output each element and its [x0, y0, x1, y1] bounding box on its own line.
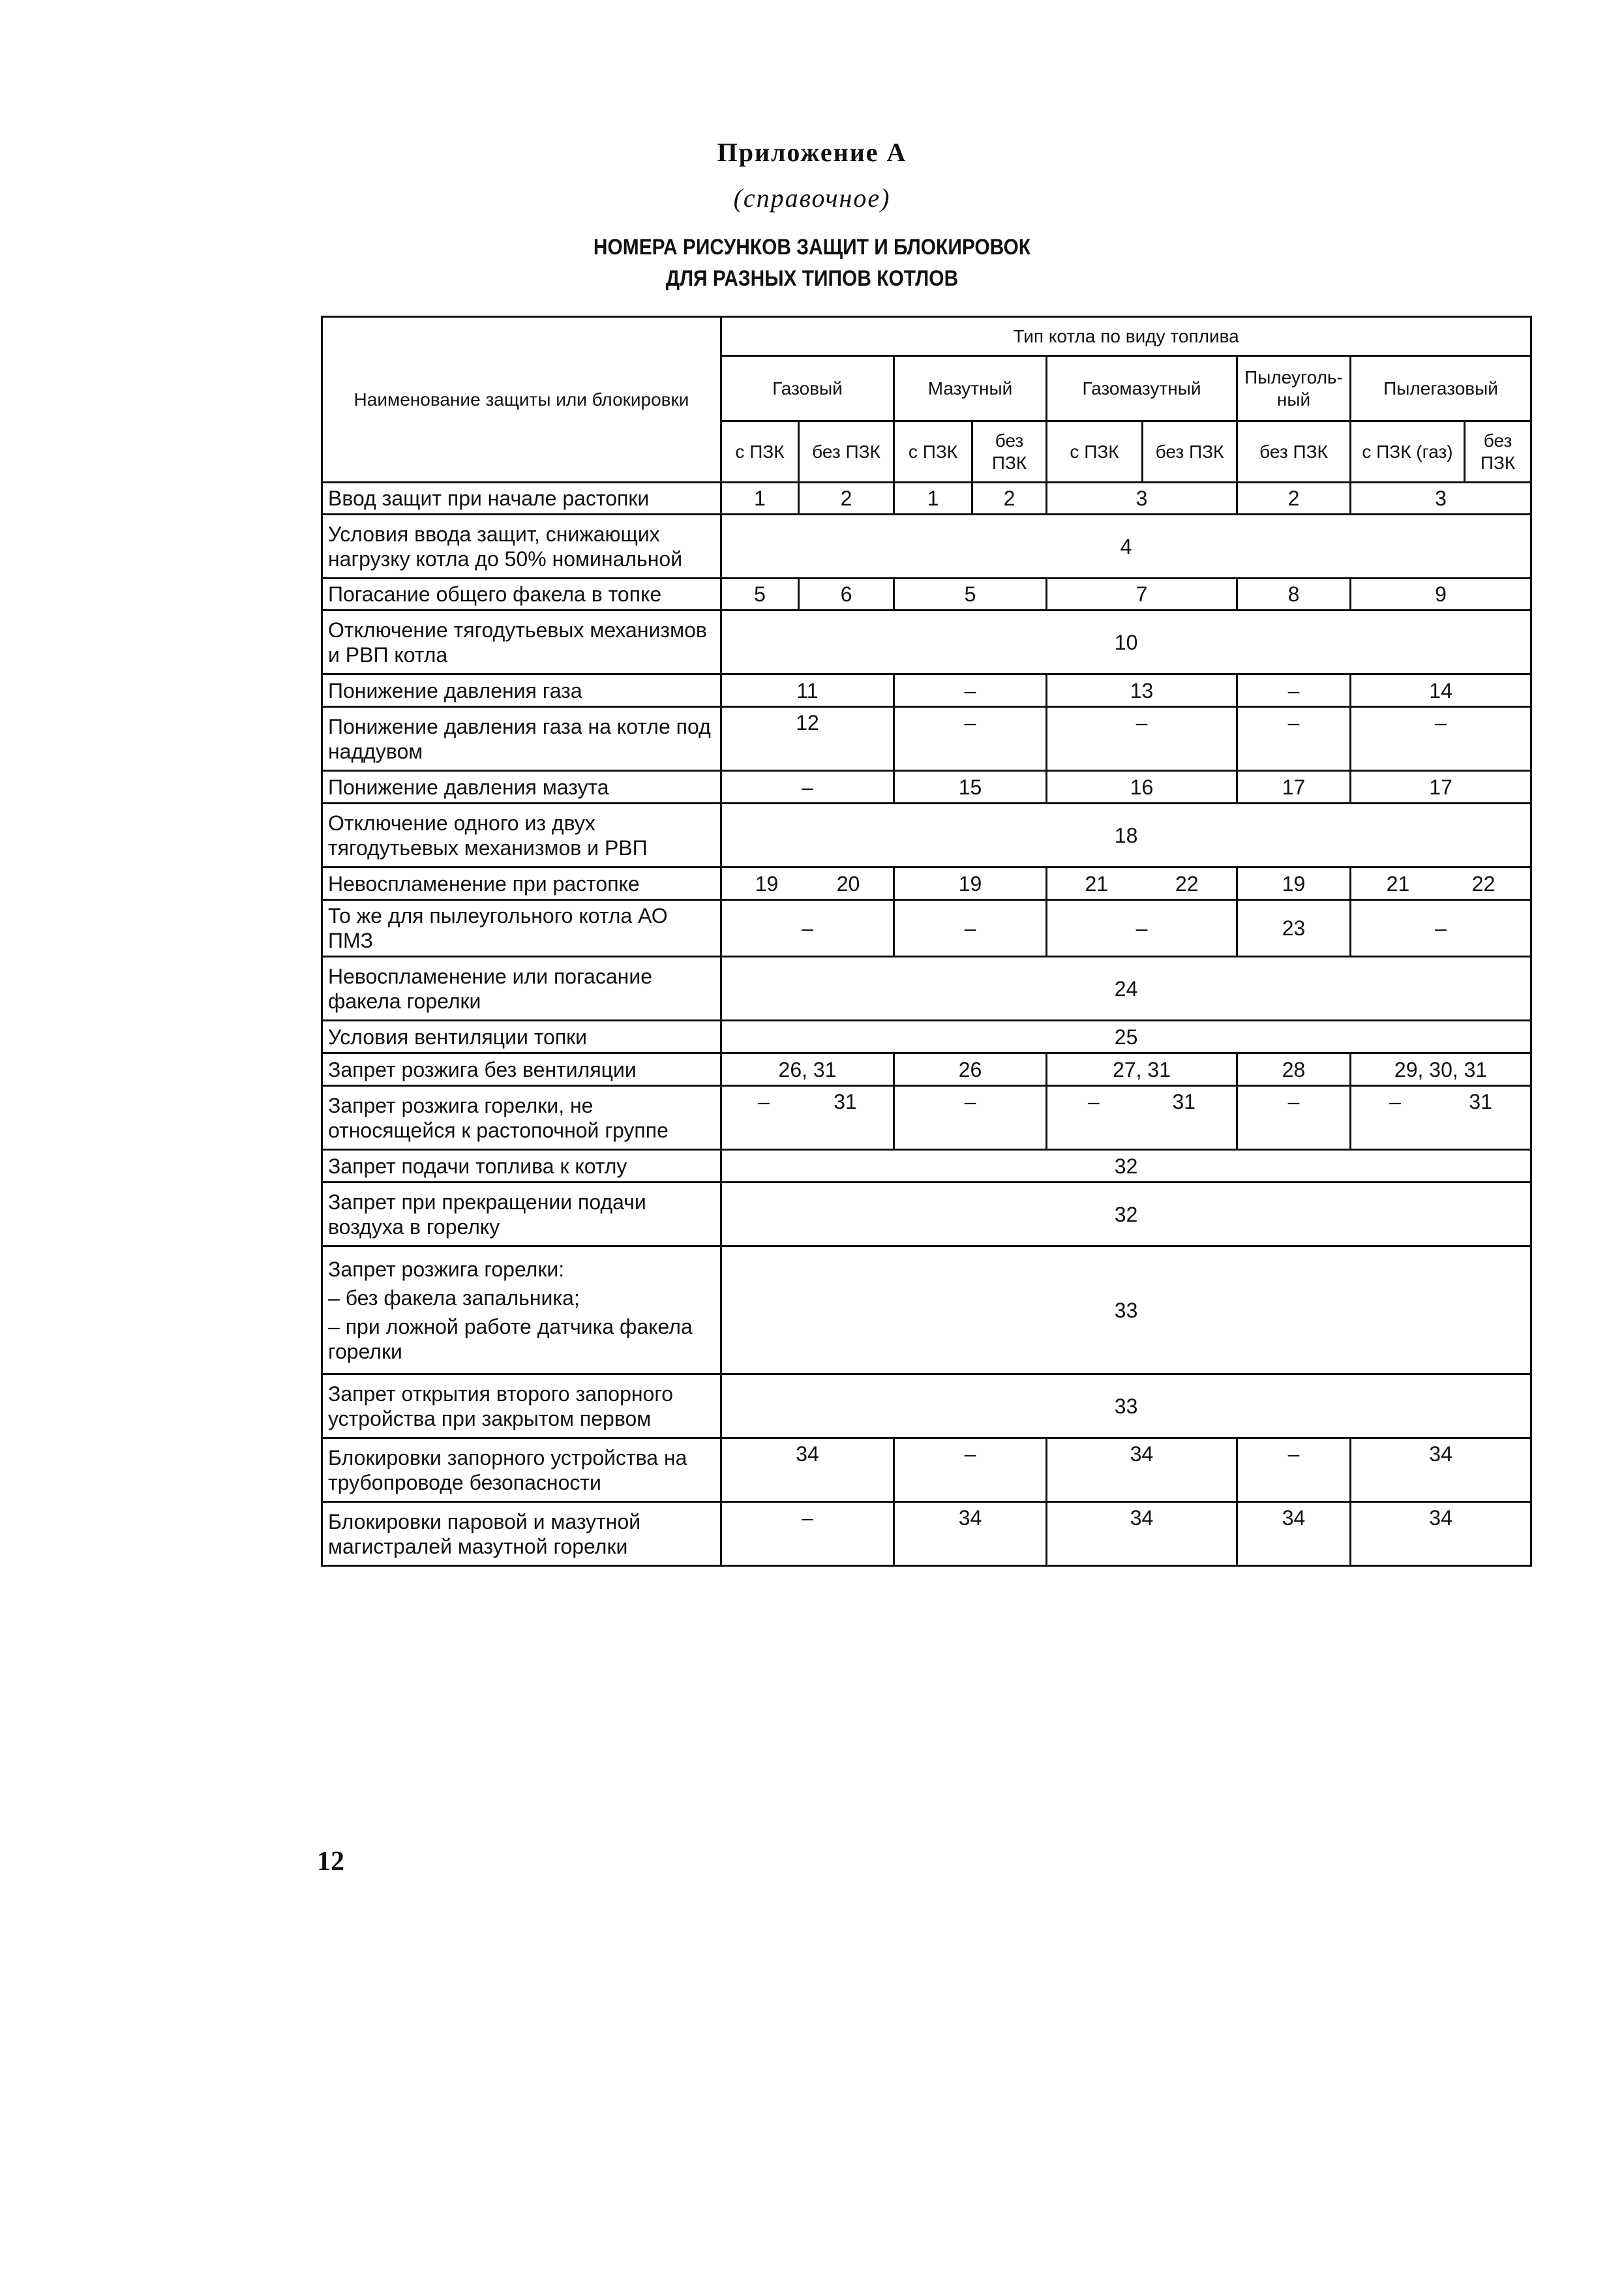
row-label: Ввод защит при начале растопки	[322, 483, 721, 515]
cell-value: 20	[836, 871, 860, 896]
table-cell: –	[894, 900, 1047, 957]
table-cell: –	[894, 1086, 1047, 1150]
table-cell: 3	[1351, 483, 1531, 515]
subheader-coal-without-pzk: без ПЗК	[1237, 421, 1351, 483]
subheader-gas-without-pzk: без ПЗК	[799, 421, 894, 483]
table-row	[322, 1053, 1531, 1086]
table-row	[322, 1150, 1531, 1183]
heading-line-2: ДЛЯ РАЗНЫХ ТИПОВ КОТЛОВ	[665, 266, 959, 291]
table-row	[322, 1246, 1531, 1374]
cell-value: 31	[1172, 1090, 1196, 1113]
cell-value: 19	[755, 871, 779, 896]
table-cell: 15	[894, 771, 1047, 804]
table-cell: –	[721, 900, 894, 957]
table-cell: –	[1237, 1086, 1351, 1150]
heading-line-1: НОМЕРА РИСУНКОВ ЗАЩИТ И БЛОКИРОВОК	[593, 235, 1031, 260]
appendix-title: Приложение А	[717, 138, 907, 167]
table-cell: 3	[1047, 483, 1237, 515]
row-label: Условия ввода защит, снижающих нагрузку котла до 50% номинальной	[322, 515, 721, 579]
split-values	[1355, 871, 1526, 896]
cell-value: 21	[1085, 871, 1109, 896]
row-label: Запрет открытия второго запорного устройства при закрытом первом	[322, 1374, 721, 1438]
table-cell: 2	[799, 483, 894, 515]
table-row	[322, 611, 1531, 674]
table-cell	[1351, 1086, 1531, 1150]
row-label: Запрет подачи топлива к котлу	[322, 1150, 721, 1183]
row-label-line: – без факела запальника;	[328, 1286, 580, 1310]
row-label: Понижение давления газа на котле под наддувом	[322, 707, 721, 771]
table-cell: 34	[721, 1438, 894, 1502]
cell-value: –	[1389, 1090, 1401, 1113]
table-cell: 25	[721, 1021, 1531, 1053]
table-cell: 34	[1047, 1502, 1237, 1566]
row-label: Запрет розжига горелки, не относящейся к растопочной группе	[322, 1086, 721, 1150]
cell-value: 31	[1469, 1090, 1492, 1113]
table-row	[322, 1086, 1531, 1150]
split-values	[1051, 1089, 1232, 1114]
table-cell	[721, 1086, 894, 1150]
table-cell: –	[721, 1502, 894, 1566]
table-cell: 9	[1351, 579, 1531, 611]
subheader-gasoil-with-pzk: с ПЗК	[1047, 421, 1143, 483]
table-cell: 2	[972, 483, 1047, 515]
cell-value: 21	[1386, 871, 1410, 896]
table-cell: 24	[721, 957, 1531, 1021]
table-cell: 4	[721, 515, 1531, 579]
document-heading	[0, 232, 1624, 294]
table-row	[322, 1021, 1531, 1053]
cell-value: 22	[1175, 871, 1199, 896]
table-cell: 19	[894, 867, 1047, 900]
table-cell: 13	[1047, 674, 1237, 707]
table-cell	[1047, 867, 1237, 900]
table-cell: –	[1237, 1438, 1351, 1502]
table-cell: 34	[1237, 1502, 1351, 1566]
appendix-subtitle: (справочное)	[733, 183, 891, 213]
row-label: Невоспламенение при растопке	[322, 867, 721, 900]
cell-value: 22	[1471, 871, 1496, 896]
table-cell: 14	[1351, 674, 1531, 707]
table-row	[322, 957, 1531, 1021]
split-values	[1355, 1089, 1526, 1114]
table-cell: 1	[894, 483, 972, 515]
table-row	[322, 1374, 1531, 1438]
table-cell: 34	[894, 1502, 1047, 1566]
table-cell: –	[721, 771, 894, 804]
table-cell: 17	[1351, 771, 1531, 804]
table-cell: 10	[721, 611, 1531, 674]
table-cell: –	[1237, 707, 1351, 771]
row-label-line: Запрет розжига горелки:	[328, 1257, 565, 1281]
row-label: Понижение давления газа	[322, 674, 721, 707]
table-cell: 28	[1237, 1053, 1351, 1086]
table-cell: 27, 31	[1047, 1053, 1237, 1086]
row-label	[322, 1246, 721, 1374]
row-label: Условия вентиляции топки	[322, 1021, 721, 1053]
table-cell: 34	[1351, 1438, 1531, 1502]
name-column-header: Наименование защиты или блокировки	[322, 317, 721, 483]
table-cell: 34	[1047, 1438, 1237, 1502]
subheader-gasoil-without-pzk: без ПЗК	[1143, 421, 1237, 483]
split-values	[726, 871, 889, 896]
row-label: Блокировки запорного устройства на трубопроводе безопасности	[322, 1438, 721, 1502]
table-cell: –	[1351, 707, 1531, 771]
subheader-gas-with-pzk: с ПЗК	[721, 421, 799, 483]
table-cell: –	[894, 1438, 1047, 1502]
table-cell: 33	[721, 1374, 1531, 1438]
type-header-pulverized-coal: Пылеуголь-ный	[1237, 356, 1351, 421]
table-cell: 11	[721, 674, 894, 707]
row-label: Невоспламенение или погасание факела горелки	[322, 957, 721, 1021]
table-row	[322, 1438, 1531, 1502]
row-label-line: – при ложной работе датчика факела горелки	[328, 1314, 693, 1363]
table-row	[322, 579, 1531, 611]
boiler-type-group-header: Тип котла по виду топлива	[721, 317, 1531, 356]
type-header-gas-fuel-oil: Газомазутный	[1047, 356, 1237, 421]
table-cell: 32	[721, 1183, 1531, 1246]
table-cell: –	[1237, 674, 1351, 707]
table-cell: 26	[894, 1053, 1047, 1086]
type-header-gas: Газовый	[721, 356, 894, 421]
row-label: Понижение давления мазута	[322, 771, 721, 804]
row-label: Отключение тягодутьевых механизмов и РВП котла	[322, 611, 721, 674]
table-cell: –	[894, 674, 1047, 707]
table-row	[322, 900, 1531, 957]
table-cell: 16	[1047, 771, 1237, 804]
table-cell: 8	[1237, 579, 1351, 611]
table-cell	[1351, 867, 1531, 900]
table-row	[322, 1502, 1531, 1566]
subheader-pgas-without-pzk: без ПЗК	[1465, 421, 1531, 483]
row-label: Запрет при прекращении подачи воздуха в горелку	[322, 1183, 721, 1246]
table-cell: 23	[1237, 900, 1351, 957]
cell-value: –	[1087, 1090, 1100, 1113]
table-cell: 12	[721, 707, 894, 771]
table-row	[322, 804, 1531, 867]
table-cell: 5	[894, 579, 1047, 611]
cell-value: 31	[834, 1090, 857, 1113]
table-cell: 7	[1047, 579, 1237, 611]
row-label: То же для пылеугольного котла АО ПМЗ	[322, 900, 721, 957]
protection-figures-table	[321, 316, 1532, 1567]
table-cell: 34	[1351, 1502, 1531, 1566]
table-cell: 6	[799, 579, 894, 611]
table-row	[322, 515, 1531, 579]
table-row	[322, 1183, 1531, 1246]
table-cell	[721, 867, 894, 900]
table-cell	[1047, 1086, 1237, 1150]
table-row	[322, 483, 1531, 515]
row-label: Запрет розжига без вентиляции	[322, 1053, 721, 1086]
table-cell: –	[894, 707, 1047, 771]
table-cell: 18	[721, 804, 1531, 867]
row-label: Блокировки паровой и мазутной магистралей мазутной горелки	[322, 1502, 721, 1566]
split-values	[726, 1089, 889, 1114]
table-cell: 33	[721, 1246, 1531, 1374]
cell-value: –	[758, 1090, 770, 1113]
table-cell: –	[1047, 707, 1237, 771]
split-values	[1051, 871, 1232, 896]
table-cell: 26, 31	[721, 1053, 894, 1086]
table-cell: 19	[1237, 867, 1351, 900]
table-row	[322, 707, 1531, 771]
table-cell: –	[1047, 900, 1237, 957]
table-cell: 2	[1237, 483, 1351, 515]
table-cell: 32	[721, 1150, 1531, 1183]
subheader-pgas-with-pzk: с ПЗК (газ)	[1351, 421, 1465, 483]
page-number: 12	[317, 1847, 344, 1877]
table-cell: –	[1351, 900, 1531, 957]
subheader-oil-with-pzk: с ПЗК	[894, 421, 972, 483]
table-cell: 17	[1237, 771, 1351, 804]
type-header-pulverized-gas: Пылегазовый	[1351, 356, 1531, 421]
row-label: Погасание общего факела в топке	[322, 579, 721, 611]
table-cell: 5	[721, 579, 799, 611]
row-label: Отключение одного из двух тягодутьевых механизмов и РВП	[322, 804, 721, 867]
table-cell: 29, 30, 31	[1351, 1053, 1531, 1086]
table-cell: 1	[721, 483, 799, 515]
subheader-oil-without-pzk: без ПЗК	[972, 421, 1047, 483]
type-header-fuel-oil: Мазутный	[894, 356, 1047, 421]
table-row	[322, 771, 1531, 804]
table-row	[322, 867, 1531, 900]
table-row	[322, 674, 1531, 707]
